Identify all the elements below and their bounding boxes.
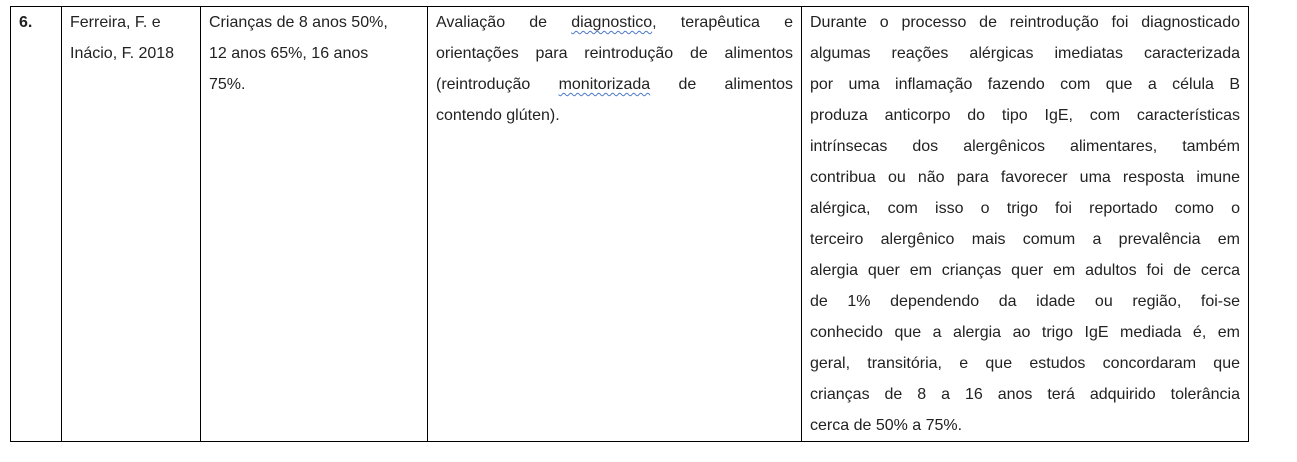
conclusion-line: geral, transitória, e que estudos concordaram que <box>810 355 1240 372</box>
authors-cell <box>62 7 201 442</box>
method-line <box>436 69 793 100</box>
method-text: , terapêutica e <box>652 14 793 31</box>
study-table <box>10 6 1249 442</box>
conclusion-line: produza anticorpo do tipo IgE, com características <box>810 107 1240 124</box>
conclusion-line: alérgica, com isso o trigo foi reportado como o <box>810 200 1240 217</box>
method-cell <box>428 7 802 442</box>
result-line: 75%. <box>209 76 246 93</box>
table-row <box>11 7 1249 442</box>
conclusion-line: alergia quer em crianças quer em adultos foi de cerca <box>810 262 1240 279</box>
conclusion-line: cerca de 50% a 75%. <box>810 417 963 434</box>
row-number: 6. <box>19 14 33 31</box>
method-text: de alimentos <box>650 76 794 93</box>
author-line: Inácio, F. 2018 <box>70 45 175 62</box>
conclusion-line: Durante o processo de reintrodução foi diagnosticado <box>810 14 1240 31</box>
conclusion-line: algumas reações alérgicas imediatas caracterizada <box>810 45 1240 62</box>
results-cell <box>201 7 428 442</box>
result-line: 12 anos 65%, 16 anos <box>209 45 369 62</box>
row-number-cell <box>11 7 62 442</box>
spellcheck-word[interactable]: diagnostico <box>571 14 653 31</box>
method-text: Avaliação de <box>436 14 572 31</box>
method-line: orientações para reintrodução de alimentos <box>436 45 793 62</box>
conclusion-line: intrínsecas dos alergênicos alimentares, também <box>810 138 1240 155</box>
method-text: (reintrodução <box>436 76 559 93</box>
spellcheck-word[interactable]: monitorizada <box>558 76 651 93</box>
method-line <box>436 7 793 38</box>
conclusion-cell <box>802 7 1249 442</box>
conclusion-line: crianças de 8 a 16 anos terá adquirido tolerância <box>810 386 1240 403</box>
conclusion-line: de 1% dependendo da idade ou região, foi-se <box>810 293 1240 310</box>
conclusion-line: conhecido que a alergia ao trigo IgE mediada é, em <box>810 324 1240 341</box>
conclusion-line: por uma inflamação fazendo com que a célula B <box>810 76 1240 93</box>
conclusion-line: terceiro alergênico mais comum a prevalência em <box>810 231 1240 248</box>
author-line: Ferreira, F. e <box>70 14 161 31</box>
method-line: contendo glúten). <box>436 107 560 124</box>
result-line: Crianças de 8 anos 50%, <box>209 14 388 31</box>
conclusion-line: contribua ou não para favorecer uma resposta imune <box>810 169 1240 186</box>
